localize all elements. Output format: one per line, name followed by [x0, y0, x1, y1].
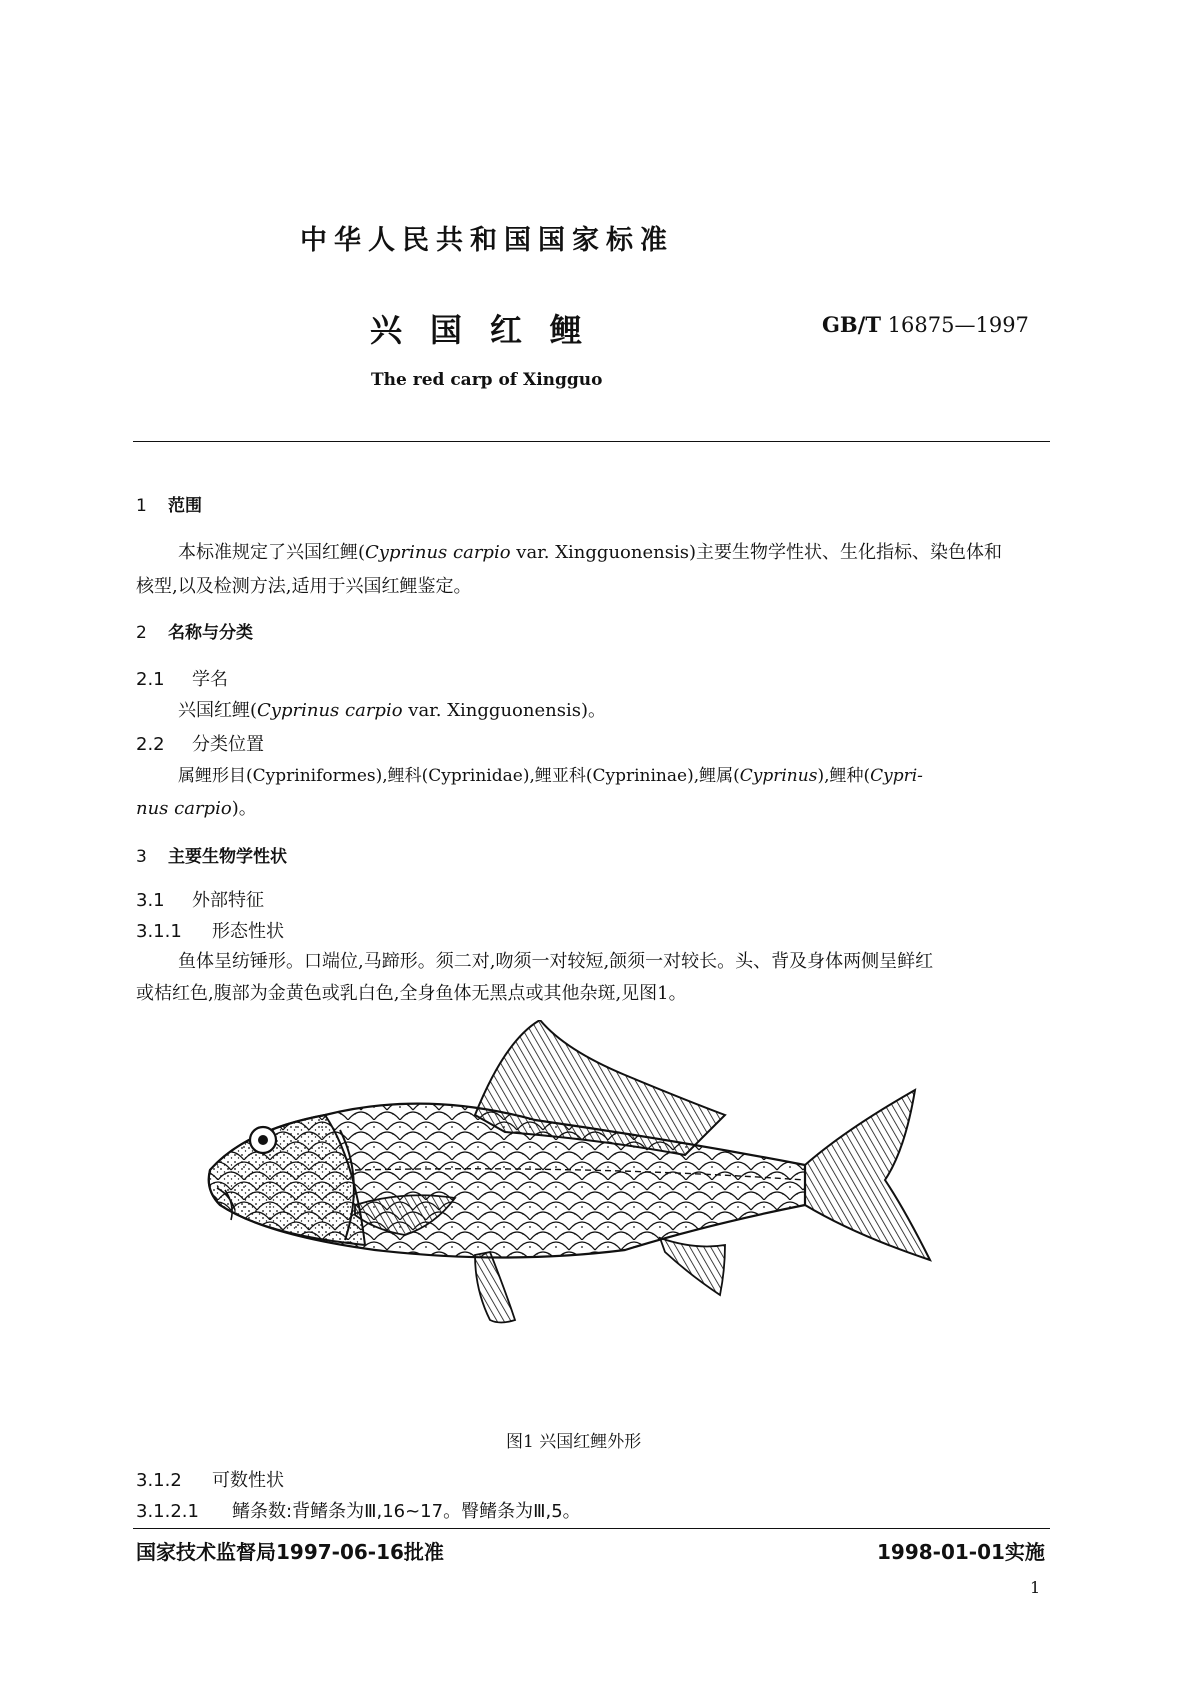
- section-3-1-1-text-line1: 鱼体呈纺锤形。口端位,马蹄形。须二对,吻须一对较短,颌须一对较长。头、背及身体两侧呈鲜红: [178, 951, 934, 972]
- standard-code: [822, 312, 1029, 337]
- section-number: 3: [136, 847, 147, 867]
- section-text: 鳍条数:背鳍条为Ⅲ,16~17。臀鳍条为Ⅲ,5。: [232, 1501, 581, 1522]
- scientific-name: Cyprinus carpio: [365, 542, 511, 563]
- section-title: 外部特征: [192, 890, 264, 911]
- top-divider: [133, 441, 1050, 442]
- text-run: var. Xingguonensis)主要生物学性状、生化指标、染色体和: [510, 542, 1002, 563]
- section-2-2-text-line1: [178, 760, 923, 793]
- section-1-para-line1: [178, 536, 1002, 569]
- section-3-1-2-heading: [136, 1466, 284, 1492]
- section-title: 主要生物学性状: [168, 847, 287, 867]
- scientific-name: Cyprinus carpio: [257, 700, 403, 721]
- section-title: 学名: [192, 669, 228, 690]
- scientific-name: Cypri-: [870, 766, 923, 786]
- page-number: 1: [1030, 1578, 1041, 1597]
- section-title: 可数性状: [212, 1470, 284, 1491]
- figure-caption: 图1 兴国红鲤外形: [506, 1432, 642, 1452]
- anal-fin: [660, 1238, 725, 1295]
- implementation-date: 1998-01-01实施: [877, 1540, 1045, 1564]
- section-number: 3.1.2.1: [136, 1501, 199, 1522]
- section-title: 分类位置: [192, 734, 264, 755]
- section-title: 范围: [168, 496, 202, 516]
- text-run: ),鲤种(: [817, 766, 871, 786]
- section-2-heading: [136, 618, 253, 643]
- text-run: 本标准规定了兴国红鲤(: [178, 542, 366, 563]
- scientific-name: nus carpio: [136, 798, 232, 819]
- section-3-1-1-heading: [136, 917, 284, 943]
- section-number: 3.1: [136, 890, 165, 911]
- section-title: 名称与分类: [168, 623, 253, 643]
- tail-fin: [805, 1090, 930, 1260]
- section-3-1-2-1-text: [136, 1497, 581, 1523]
- section-2-2-text-line2: [136, 792, 257, 825]
- text-run: var. Xingguonensis)。: [402, 700, 606, 721]
- section-1-heading: [136, 491, 202, 516]
- text-run: 属鲤形目(Cypriniformes),鲤科(Cyprinidae),鲤亚科(Cyprininae),鲤属(: [178, 766, 740, 786]
- section-2-2-heading: [136, 730, 264, 756]
- section-2-1-text: [178, 694, 606, 727]
- section-3-1-1-text-line2: 或桔红色,腹部为金黄色或乳白色,全身鱼体无黑点或其他杂斑,见图1。: [136, 983, 687, 1004]
- code-number: 16875—1997: [887, 313, 1029, 337]
- english-title: The red carp of Xingguo: [371, 370, 603, 390]
- section-3-heading: [136, 842, 287, 867]
- section-2-1-heading: [136, 665, 228, 691]
- section-number: 2.2: [136, 734, 165, 755]
- text-run: 兴国红鲤(: [178, 700, 258, 721]
- scientific-name: Cyprinus: [739, 766, 818, 786]
- section-number: 2.1: [136, 669, 165, 690]
- section-number: 3.1.2: [136, 1470, 182, 1491]
- standard-title: 兴国红鲤: [370, 311, 611, 349]
- carp-illustration: [205, 1020, 990, 1420]
- approval-date: 国家技术监督局1997-06-16批准: [136, 1540, 444, 1564]
- section-number: 1: [136, 496, 147, 516]
- text-run: )。: [231, 798, 257, 819]
- bottom-divider: [133, 1528, 1050, 1529]
- section-title: 形态性状: [212, 921, 284, 942]
- national-standard-heading: 中华人民共和国国家标准: [300, 225, 674, 256]
- section-3-1-heading: [136, 886, 264, 912]
- code-prefix: GB/T: [822, 312, 881, 337]
- section-number: 3.1.1: [136, 921, 182, 942]
- section-number: 2: [136, 623, 147, 643]
- section-1-para-line2: 核型,以及检测方法,适用于兴国红鲤鉴定。: [136, 576, 472, 597]
- pelvic-fin: [475, 1252, 515, 1323]
